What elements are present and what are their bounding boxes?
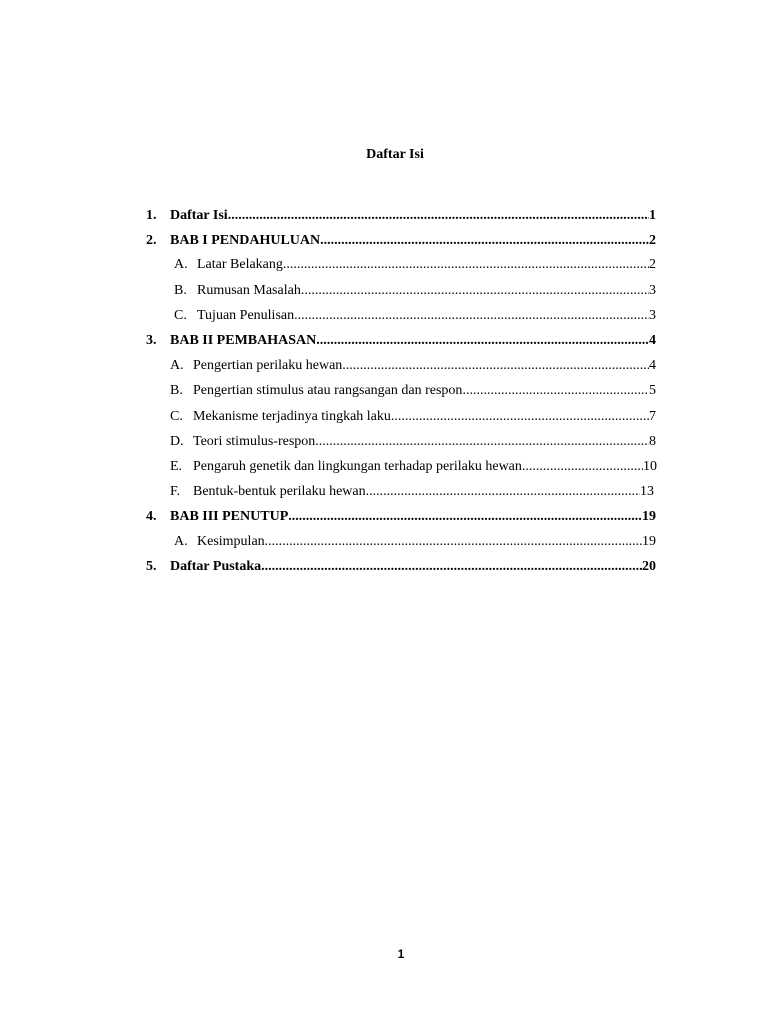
toc-entry-label: Teori stimulus-respon (193, 434, 316, 449)
toc-entry-label: Rumusan Masalah (197, 283, 301, 298)
toc-entry-page: 1 (649, 208, 656, 223)
toc-entry-label: BAB I PENDAHULUAN (170, 233, 321, 248)
toc-entry-page: 4 (649, 358, 656, 373)
toc-entry-label: Tujuan Penulisan (197, 308, 295, 323)
toc-entry-pengertian-stimulus (170, 381, 656, 401)
toc-dot-leader (316, 331, 649, 351)
toc-entry-label: Pengertian perilaku hewan (193, 358, 343, 373)
toc-dot-leader (391, 407, 649, 427)
toc-entry-bentuk-perilaku (170, 482, 654, 502)
toc-entry-number: 4. (146, 509, 157, 524)
toc-entry-pengaruh-genetik (170, 457, 657, 477)
toc-dot-leader (265, 532, 642, 552)
toc-entry-page: 3 (649, 308, 656, 323)
toc-dot-leader (261, 557, 642, 577)
toc-entry-page: 10 (643, 459, 657, 474)
toc-entry-page: 13 (640, 484, 654, 499)
toc-entry-number: 5. (146, 559, 157, 574)
toc-entry-page: 19 (642, 534, 656, 549)
toc-entry-daftar-pustaka (146, 557, 656, 577)
toc-dot-leader (294, 306, 649, 326)
toc-entry-label: Daftar Isi (170, 208, 228, 223)
toc-entry-page: 8 (649, 434, 656, 449)
toc-dot-leader (320, 231, 649, 251)
toc-entry-label: Daftar Pustaka (170, 559, 262, 574)
toc-entry-bab-3 (146, 507, 656, 527)
page-number: 1 (397, 947, 405, 961)
toc-dot-leader (228, 206, 649, 226)
toc-dot-leader (283, 255, 649, 275)
toc-entry-page: 5 (649, 383, 656, 398)
toc-entry-number: C. (170, 409, 183, 424)
toc-entry-label: Kesimpulan (197, 534, 265, 549)
toc-entry-label: Bentuk-bentuk perilaku hewan (193, 484, 366, 499)
toc-entry-number: E. (170, 459, 183, 474)
toc-entry-tujuan-penulisan (174, 306, 656, 326)
toc-dot-leader (522, 457, 643, 477)
toc-entry-label: BAB III PENUTUP (170, 509, 289, 524)
toc-entry-number: A. (174, 257, 188, 272)
toc-entry-number: 1. (146, 208, 157, 223)
toc-entry-page: 3 (649, 283, 656, 298)
toc-dot-leader (288, 507, 642, 527)
toc-entry-number: B. (174, 283, 187, 298)
toc-entry-rumusan-masalah (174, 281, 656, 301)
toc-entry-label: Pengaruh genetik dan lingkungan terhadap perilaku hewan (193, 459, 522, 474)
toc-entry-bab-2 (146, 331, 656, 351)
toc-dot-leader (462, 381, 649, 401)
toc-entry-number: B. (170, 383, 183, 398)
toc-entry-page: 2 (649, 257, 656, 272)
toc-entry-number: A. (174, 534, 188, 549)
toc-entry-label: Pengertian stimulus atau rangsangan dan respon (193, 383, 463, 398)
toc-entry-daftar-isi (146, 206, 656, 226)
toc-entry-number: F. (170, 484, 181, 499)
toc-dot-leader (315, 432, 649, 452)
toc-entry-page: 4 (649, 333, 656, 348)
toc-entry-page: 7 (649, 409, 656, 424)
toc-entry-label: Mekanisme terjadinya tingkah laku (193, 409, 391, 424)
toc-entry-number: A. (170, 358, 184, 373)
toc-entry-label: Latar Belakang (197, 257, 283, 272)
toc-entry-page: 20 (642, 559, 656, 574)
toc-entry-pengertian-perilaku (170, 356, 656, 376)
toc-entry-number: 2. (146, 233, 157, 248)
toc-entry-teori-stimulus (170, 432, 656, 452)
toc-entry-page: 2 (649, 233, 656, 248)
toc-dot-leader (342, 356, 649, 376)
toc-entry-number: C. (174, 308, 187, 323)
toc-entry-page: 19 (642, 509, 656, 524)
toc-entry-number: D. (170, 434, 184, 449)
toc-dot-leader (301, 281, 649, 301)
toc-dot-leader (366, 482, 640, 502)
page-title: Daftar Isi (366, 147, 424, 162)
toc-entry-bab-1 (146, 231, 656, 251)
toc-entry-kesimpulan (174, 532, 656, 552)
toc-entry-label: BAB II PEMBAHASAN (170, 333, 317, 348)
toc-entry-number: 3. (146, 333, 157, 348)
toc-entry-mekanisme (170, 407, 656, 427)
toc-entry-latar-belakang (174, 255, 656, 275)
